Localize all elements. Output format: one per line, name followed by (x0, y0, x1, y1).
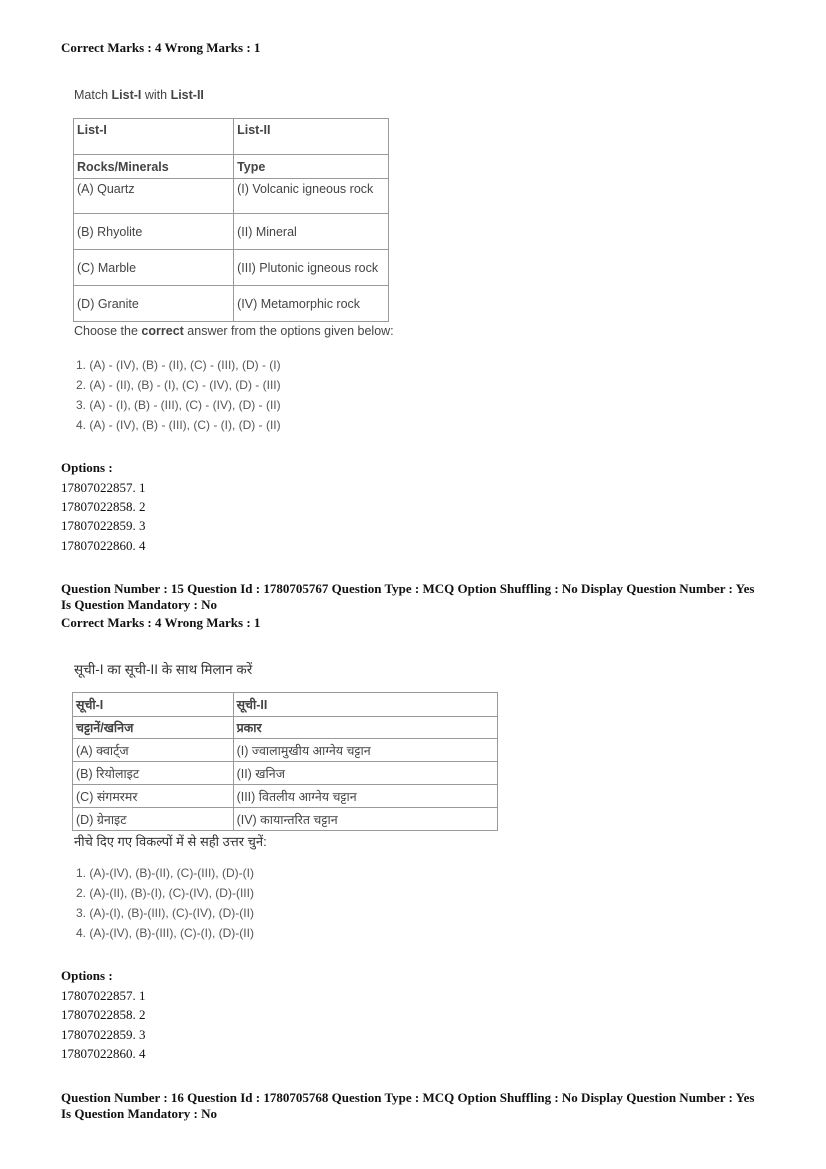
table-cell: (III) वितलीय आग्नेय चट्टान (233, 785, 497, 808)
q14-option-3: 17807022859. 3 (61, 518, 146, 533)
q15-table-subheader-rocks: चट्टानें/खनिज (73, 717, 234, 739)
q14-answer-2: 2. (A) - (II), (B) - (I), (C) - (IV), (D) - (III) (76, 378, 281, 392)
q14-answer-4: 4. (A) - (IV), (B) - (III), (C) - (I), (D) - (II) (76, 418, 281, 432)
table-row (73, 808, 498, 831)
table-cell: (C) Marble (74, 250, 234, 286)
table-cell: (D) Granite (74, 286, 234, 322)
q14-table-header-row (74, 119, 389, 155)
q15-answer-2: 2. (A)-(II), (B)-(I), (C)-(IV), (D)-(III) (76, 886, 254, 900)
q15-table-subheader-type: प्रकार (233, 717, 497, 739)
q15-answer-3: 3. (A)-(I), (B)-(III), (C)-(IV), (D)-(II) (76, 906, 254, 920)
table-row (74, 286, 389, 322)
q15-header-line2: Is Question Mandatory : No (61, 597, 218, 612)
q14-marks-line: Correct Marks : 4 Wrong Marks : 1 (61, 40, 261, 55)
q15-options-label: Options : (61, 968, 113, 983)
table-row (74, 179, 389, 214)
table-cell: (IV) Metamorphic rock (234, 286, 389, 322)
q14-choose-bold: correct (141, 324, 184, 338)
q15-answer-1: 1. (A)-(IV), (B)-(II), (C)-(III), (D)-(I) (76, 866, 254, 880)
q15-header-line1: Question Number : 15 Question Id : 1780705767 Question Type : MCQ Option Shuffling : No Display Question Number : Yes (61, 581, 755, 596)
q14-table-subheader-type: Type (234, 155, 389, 179)
q14-instruction-list2: List-II (170, 88, 204, 102)
q15-option-2: 17807022858. 2 (61, 1007, 146, 1022)
table-cell: (B) रियोलाइट (73, 762, 234, 785)
q16-header-line1: Question Number : 16 Question Id : 1780705768 Question Type : MCQ Option Shuffling : No Display Question Number : Yes (61, 1090, 755, 1105)
table-cell: (II) Mineral (234, 214, 389, 250)
table-cell: (D) ग्रेनाइट (73, 808, 234, 831)
q15-table-subheader-row (73, 717, 498, 739)
q14-table-subheader-rocks: Rocks/Minerals (74, 155, 234, 179)
q14-option-2: 17807022858. 2 (61, 499, 146, 514)
q14-choose-suffix: answer from the options given below: (183, 324, 394, 338)
q14-instruction-with: with (141, 88, 171, 102)
q14-match-table (73, 118, 389, 322)
q15-instruction: सूची-I का सूची-II के साथ मिलान करें (74, 662, 253, 677)
table-cell: (I) Volcanic igneous rock (234, 179, 389, 214)
table-row (73, 739, 498, 762)
table-cell: (I) ज्वालामुखीय आग्नेय चट्टान (233, 739, 497, 762)
table-cell: (B) Rhyolite (74, 214, 234, 250)
q15-option-1: 17807022857. 1 (61, 988, 146, 1003)
q15-table-header-list1: सूची-I (73, 693, 234, 717)
q14-table-header-list1: List-I (74, 119, 234, 155)
q14-choose-prefix: Choose the (74, 324, 142, 338)
q15-option-3: 17807022859. 3 (61, 1027, 146, 1042)
q14-instruction (74, 88, 204, 102)
table-row (74, 214, 389, 250)
q15-table-header-list2: सूची-II (233, 693, 497, 717)
q14-answer-1: 1. (A) - (IV), (B) - (II), (C) - (III), (D) - (I) (76, 358, 281, 372)
q14-choose-line (74, 324, 394, 338)
q14-answer-3: 3. (A) - (I), (B) - (III), (C) - (IV), (D) - (II) (76, 398, 281, 412)
table-cell: (III) Plutonic igneous rock (234, 250, 389, 286)
q15-table-header-row (73, 693, 498, 717)
q15-marks-line: Correct Marks : 4 Wrong Marks : 1 (61, 615, 261, 630)
q14-table-header-list2: List-II (234, 119, 389, 155)
table-cell: (A) Quartz (74, 179, 234, 214)
table-cell: (II) खनिज (233, 762, 497, 785)
table-row (73, 762, 498, 785)
q14-instruction-prefix: Match (74, 88, 112, 102)
table-cell: (IV) कायान्तरित चट्टान (233, 808, 497, 831)
q15-choose-line: नीचे दिए गए विकल्पों में से सही उत्तर चुनें: (74, 834, 267, 849)
q14-table-subheader-row (74, 155, 389, 179)
table-cell: (C) संगमरमर (73, 785, 234, 808)
q15-option-4: 17807022860. 4 (61, 1046, 146, 1061)
table-cell: (A) क्वार्ट्ज (73, 739, 234, 762)
q15-match-table (72, 692, 498, 831)
q14-options-label: Options : (61, 460, 113, 475)
q14-instruction-list1: List-I (111, 88, 142, 102)
q14-option-4: 17807022860. 4 (61, 538, 146, 553)
table-row (73, 785, 498, 808)
table-row (74, 250, 389, 286)
q15-answer-4: 4. (A)-(IV), (B)-(III), (C)-(I), (D)-(II) (76, 926, 254, 940)
q16-header-line2: Is Question Mandatory : No (61, 1106, 218, 1121)
q14-option-1: 17807022857. 1 (61, 480, 146, 495)
